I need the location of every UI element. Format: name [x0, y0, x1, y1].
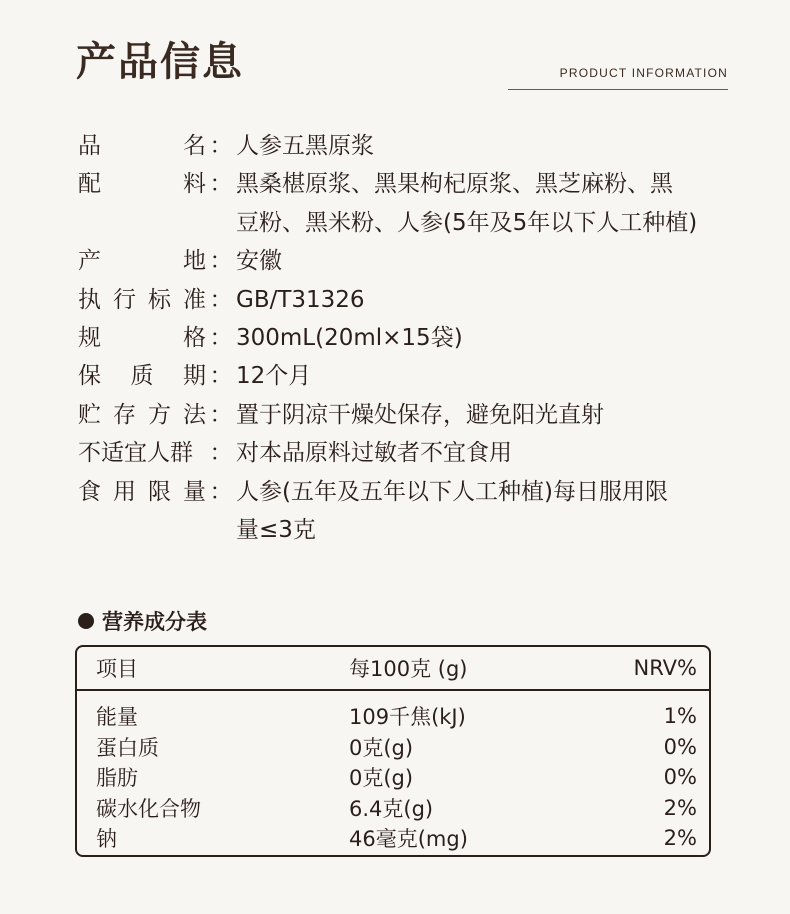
info-value: 300mL(20ml×15袋) — [236, 325, 463, 352]
label-char: 保 — [78, 363, 101, 390]
label-char: 名 — [183, 133, 206, 159]
nutrition-heading-text: 营养成分表 — [102, 610, 207, 634]
table-row — [77, 823, 709, 854]
cell-nrv: 0% — [663, 734, 697, 759]
cell-amount: 0克(g) — [349, 735, 414, 760]
cell-amount: 46毫克(mg) — [349, 827, 468, 852]
label-char: 不适宜人群 — [78, 440, 193, 467]
info-row-spec — [78, 319, 738, 357]
label-char: 贮 — [78, 401, 101, 428]
cell-item: 蛋白质 — [96, 735, 159, 760]
product-info-list — [78, 127, 738, 549]
info-row-name — [78, 127, 738, 165]
label-char: 食 — [78, 478, 101, 505]
nutrition-heading — [78, 606, 207, 636]
label-char: 执 — [78, 286, 101, 313]
cell-nrv: 2% — [663, 826, 697, 851]
cell-item: 碳水化合物 — [96, 796, 201, 821]
info-value — [236, 473, 738, 550]
colon: ： — [209, 440, 233, 467]
info-value — [236, 165, 738, 242]
info-label — [78, 319, 206, 357]
table-row — [77, 762, 709, 793]
table-row — [77, 732, 709, 763]
label-char: 规 — [78, 325, 101, 352]
label-char: 准 — [183, 286, 206, 313]
info-label — [78, 242, 206, 280]
cell-nrv: 1% — [663, 704, 697, 729]
label-char: 限 — [148, 478, 171, 505]
label-char: 产 — [78, 248, 101, 275]
info-row-unsuitable — [78, 434, 738, 472]
info-value-line: 黑桑椹原浆、黑果枸杞原浆、黑芝麻粉、黑 — [236, 171, 673, 198]
label-char: 质 — [130, 363, 154, 390]
info-row-standard — [78, 281, 738, 319]
colon: ： — [209, 401, 233, 428]
colon: ： — [209, 325, 233, 352]
info-row-shelf-life — [78, 357, 738, 395]
label-char: 法 — [183, 401, 206, 428]
info-value: GB/T31326 — [236, 286, 365, 313]
nutrition-table — [75, 645, 711, 857]
info-value: 对本品原料过敏者不宜食用 — [236, 440, 512, 467]
cell-amount: 6.4克(g) — [349, 796, 434, 821]
label-char: 方 — [148, 401, 171, 428]
label-char: 格 — [183, 325, 206, 352]
label-char: 料 — [183, 171, 206, 198]
colon: ： — [209, 248, 233, 275]
label-char: 地 — [183, 248, 206, 275]
cell-item: 能量 — [96, 705, 138, 730]
table-row — [77, 701, 709, 732]
info-label — [78, 434, 206, 472]
label-char: 量 — [183, 478, 206, 505]
info-value: 人参五黑原浆 — [236, 133, 374, 159]
cell-item: 钠 — [96, 827, 117, 852]
info-value: 置于阴凉干燥处保存，避免阳光直射 — [236, 401, 604, 428]
cell-nrv: 0% — [663, 765, 697, 790]
label-char: 标 — [148, 286, 171, 313]
table-row — [77, 793, 709, 824]
label-char: 行 — [113, 286, 136, 313]
colon: ： — [209, 286, 233, 313]
label-char: 期 — [183, 363, 206, 390]
info-value-line: 人参(五年及五年以下人工种植)每日服用限 — [236, 478, 668, 505]
label-char: 配 — [78, 171, 101, 198]
info-row-storage — [78, 396, 738, 434]
header-divider — [508, 89, 728, 90]
info-label — [78, 473, 206, 550]
cell-nrv: 2% — [663, 795, 697, 820]
colon: ： — [209, 478, 233, 505]
colon: ： — [209, 171, 233, 198]
label-char: 品 — [78, 133, 101, 159]
info-label — [78, 357, 206, 395]
cell-item: 脂肪 — [96, 766, 138, 791]
colon: ： — [209, 133, 233, 159]
info-row-ingredients — [78, 165, 738, 242]
colon: ： — [209, 363, 233, 390]
info-value-line: 量≤3克 — [236, 517, 316, 544]
info-row-dosage-limit — [78, 473, 738, 550]
cell-amount: 109千焦(kJ) — [349, 705, 466, 730]
info-value: 安徽 — [236, 248, 282, 275]
info-row-origin — [78, 242, 738, 280]
table-body — [77, 691, 709, 854]
label-char: 用 — [113, 478, 136, 505]
column-header-per100g: 每100克 (g) — [349, 657, 468, 681]
column-header-item: 项目 — [96, 657, 138, 681]
info-label — [78, 396, 206, 434]
column-header-nrv: NRV% — [633, 656, 697, 680]
label-char: 存 — [113, 401, 136, 428]
info-value: 12个月 — [236, 363, 312, 390]
table-header-row — [77, 647, 709, 691]
info-label — [78, 127, 206, 165]
info-label — [78, 165, 206, 242]
info-value-line: 豆粉、黑米粉、人参(5年及5年以下人工种植) — [236, 209, 698, 236]
cell-amount: 0克(g) — [349, 766, 414, 791]
bullet-icon — [78, 613, 94, 629]
page-subtitle: PRODUCT INFORMATION — [559, 66, 728, 80]
page-title: 产品信息 — [76, 39, 244, 85]
info-label — [78, 281, 206, 319]
